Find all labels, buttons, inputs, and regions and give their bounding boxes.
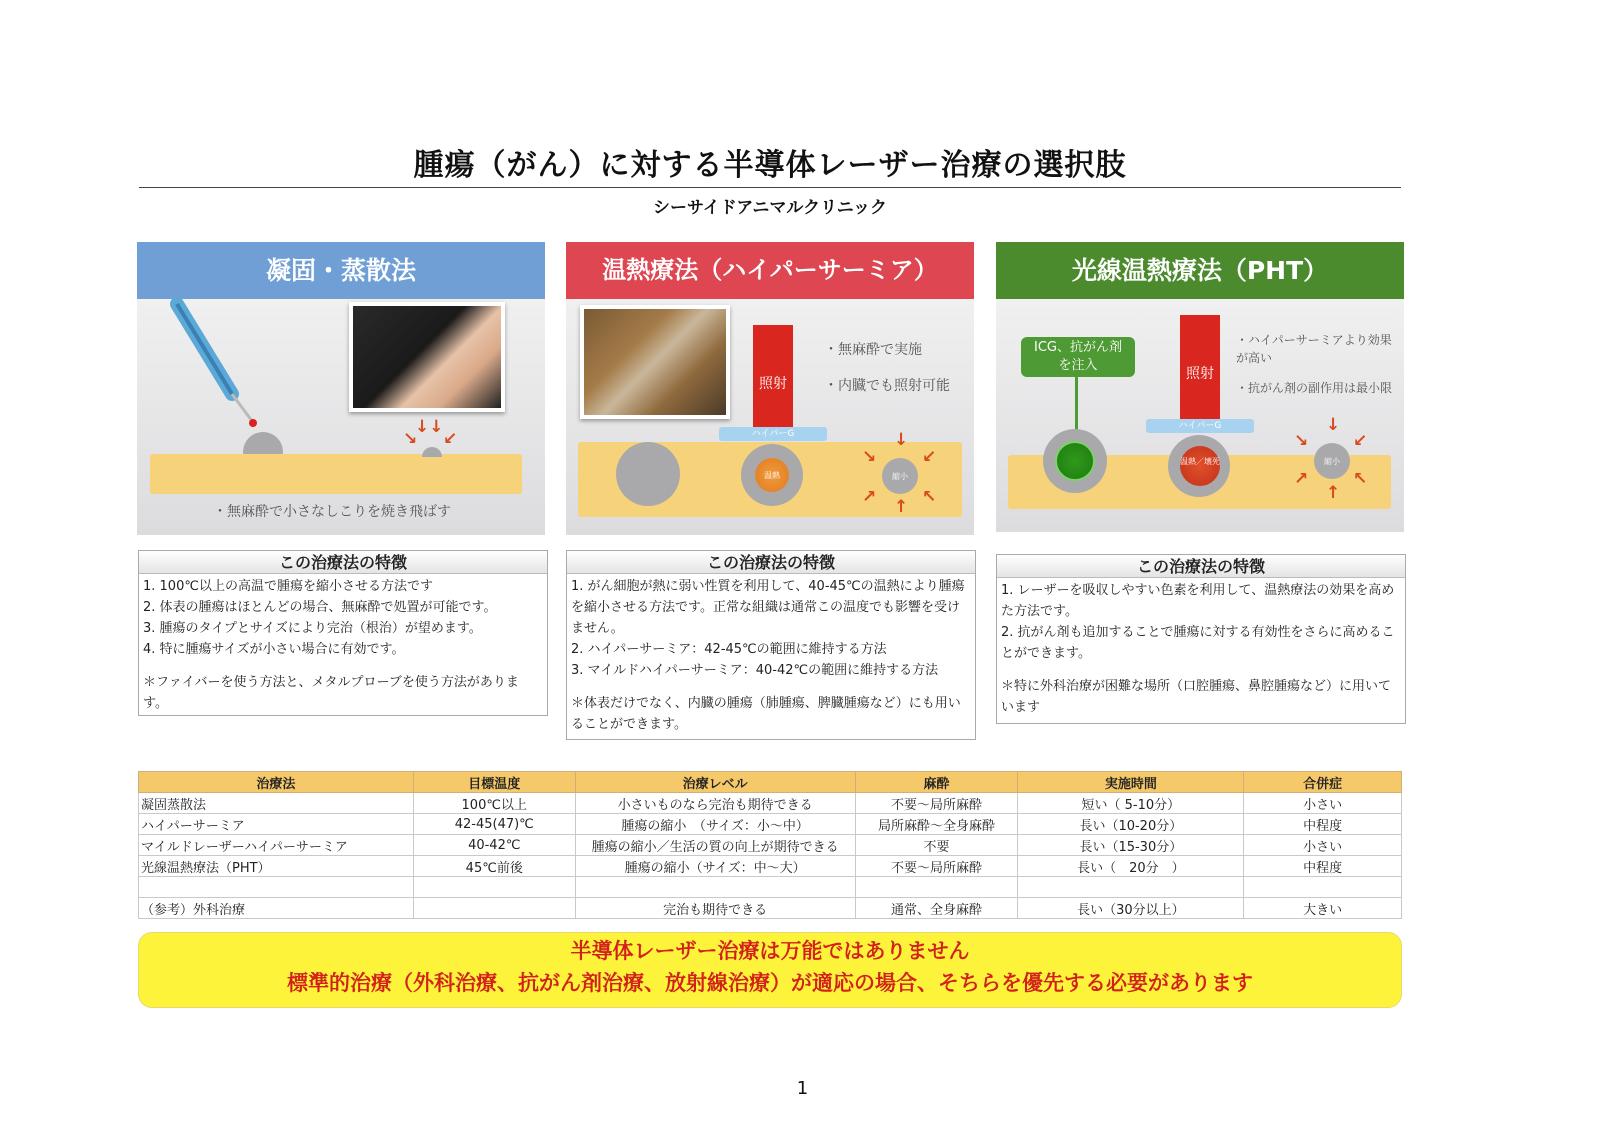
illustration-hyperthermia	[566, 299, 974, 535]
feature-item: 2. 抗がん剤も追加することで腫瘍に対する有効性をさらに高めることができます。	[1001, 625, 1395, 661]
laser-beam	[753, 325, 793, 429]
table-cell: 長い（30分以上）	[1018, 898, 1244, 919]
table-cell: 45℃前後	[413, 856, 575, 877]
column-header: 治療レベル	[575, 772, 855, 793]
table-row	[139, 898, 1402, 919]
icg-tumor-core-icon	[1055, 441, 1095, 481]
table-cell: 小さい	[1244, 793, 1402, 814]
table-cell: 短い（ 5-10分）	[1018, 793, 1244, 814]
beam-label: 照射	[759, 375, 787, 392]
arrow-inward-lower-right-icon: ↖	[922, 487, 937, 507]
table-cell	[413, 898, 575, 919]
table-cell: 光線温熱療法（PHT）	[139, 856, 414, 877]
arrow-inward-right-icon: ↙	[443, 429, 458, 449]
method-heading: 凝固・蒸散法	[137, 242, 545, 299]
method-card-coagulation	[137, 242, 545, 535]
arrow-inward-lower-right-icon: ↖	[1353, 469, 1368, 489]
table-cell: 腫瘍の縮小 （サイズ：小〜中）	[575, 814, 855, 835]
arrow-inward-right-icon: ↙	[1353, 431, 1368, 451]
gel-pad: ハイパーG	[719, 427, 827, 441]
table-cell: 大きい	[1244, 898, 1402, 919]
clinic-name: シーサイドアニマルクリニック	[652, 198, 888, 218]
laser-probe-icon	[167, 299, 267, 429]
comparison-table	[138, 771, 1402, 919]
arrow-inward-lower-left-icon: ↗	[1294, 469, 1309, 489]
icg-pointer	[1075, 377, 1078, 435]
features-title: この治療法の特徴	[997, 555, 1405, 578]
arrow-inward-right-icon: ↙	[922, 447, 937, 467]
table-cell: 腫瘍の縮小（サイズ：中〜大）	[575, 856, 855, 877]
column-header: 合併症	[1244, 772, 1402, 793]
column-header: 実施時間	[1018, 772, 1244, 793]
table-row	[139, 835, 1402, 856]
icg-callout	[1021, 337, 1135, 377]
table-cell	[575, 877, 855, 898]
tumor-icon	[616, 442, 680, 506]
page-number: 1	[796, 1078, 809, 1099]
arrow-down-icon: ↓	[894, 430, 909, 450]
table-cell	[139, 877, 414, 898]
warning-line-2: 標準的治療（外科治療、抗がん剤治療、放射線治療）が適応の場合、そちらを優先する必要があります	[287, 971, 1253, 995]
method-note: ・無麻酔で実施	[824, 342, 922, 358]
column-header: 目標温度	[413, 772, 575, 793]
tissue-band	[150, 454, 522, 494]
feature-item: 2. 体表の腫瘍はほとんどの場合、無麻酔で処置が可能です。	[143, 600, 497, 615]
table-row	[139, 856, 1402, 877]
table-cell: 小さいものなら完治も期待できる	[575, 793, 855, 814]
table-header-row	[139, 772, 1402, 793]
table-cell: 40-42℃	[413, 835, 575, 856]
table-cell: 小さい	[1244, 835, 1402, 856]
table-cell: 腫瘍の縮小／生活の質の向上が期待できる	[575, 835, 855, 856]
arrow-down-icon: ↓↓	[415, 417, 444, 437]
title-divider	[139, 187, 1401, 188]
treatment-photo	[349, 302, 505, 412]
table-cell	[413, 877, 575, 898]
features-box-pht	[996, 554, 1406, 724]
feature-item: 1. レーザーを吸収しやすい色素を利用して、温熱療法の効果を高めた方法です。	[1001, 583, 1395, 619]
table-cell: 凝固蒸散法	[139, 793, 414, 814]
tumor-shrunk-icon	[422, 447, 442, 457]
table-cell: 100℃以上	[413, 793, 575, 814]
method-note: ・内臓でも照射可能	[824, 378, 950, 394]
arrow-inward-left-icon: ↘	[1294, 431, 1309, 451]
table-row	[139, 814, 1402, 835]
arrow-inward-lower-left-icon: ↗	[862, 487, 877, 507]
table-cell: 局所麻酔〜全身麻酔	[855, 814, 1018, 835]
treatment-photo	[580, 305, 730, 419]
arrow-up-icon: ↑	[894, 497, 909, 517]
table-cell: 42-45(47)℃	[413, 814, 575, 835]
table-cell: （参考）外科治療	[139, 898, 414, 919]
table-cell: ハイパーサーミア	[139, 814, 414, 835]
features-box-coagulation	[138, 550, 548, 716]
column-header: 麻酔	[855, 772, 1018, 793]
method-note: ・無麻酔で小さなしこりを焼き飛ばす	[213, 504, 451, 520]
shrink-label: 縮小	[1324, 457, 1340, 466]
page-title: 腫瘍（がん）に対する半導体レーザー治療の選択肢	[413, 148, 1127, 183]
laser-beam	[1180, 315, 1220, 419]
arrow-inward-left-icon: ↘	[862, 447, 877, 467]
table-row	[139, 793, 1402, 814]
gel-pad: ハイパーG	[1146, 419, 1254, 433]
method-card-pht	[996, 242, 1404, 532]
shrink-label: 縮小	[892, 472, 908, 481]
icg-label: ICG、抗がん剤を注入	[1034, 340, 1122, 373]
arrow-inward-left-icon: ↘	[403, 429, 418, 449]
table-cell: マイルドレーザーハイパーサーミア	[139, 835, 414, 856]
features-box-hyperthermia	[566, 550, 976, 740]
table-row-empty	[139, 877, 1402, 898]
arrow-up-icon: ↑	[1326, 483, 1341, 503]
illustration-pht	[996, 299, 1404, 532]
method-note: ・抗がん剤の副作用は最小限	[1236, 381, 1393, 395]
table-cell: 不要〜局所麻酔	[855, 793, 1018, 814]
column-header: 治療法	[139, 772, 414, 793]
warning-line-1: 半導体レーザー治療は万能ではありません	[570, 939, 970, 963]
method-card-hyperthermia	[566, 242, 974, 535]
method-heading: 光線温熱療法（PHT）	[996, 242, 1404, 299]
features-title: この治療法の特徴	[567, 551, 975, 574]
table-cell	[1244, 877, 1402, 898]
feature-item: 4. 特に腫瘍サイズが小さい場合に有効です。	[143, 642, 405, 657]
feature-item: 1. がん細胞が熱に弱い性質を利用して、40-45℃の温熱により腫瘍を縮小させる方法です。正常な組織は通常この温度でも影響を受けません。	[571, 579, 965, 636]
feature-item: 1. 100℃以上の高温で腫瘍を縮小させる方法です	[143, 579, 433, 594]
feature-note: ＊ファイバーを使う方法と、メタルプローブを使う方法があります。	[143, 675, 519, 711]
table-cell: 長い（10-20分）	[1018, 814, 1244, 835]
beam-label: 照射	[1186, 365, 1214, 382]
table-cell: 通常、全身麻酔	[855, 898, 1018, 919]
table-cell: 不要〜局所麻酔	[855, 856, 1018, 877]
arrow-down-icon: ↓	[1326, 415, 1341, 435]
features-title: この治療法の特徴	[139, 551, 547, 574]
heat-label: 温熱	[764, 471, 780, 480]
table-cell: 長い（ 20分 ）	[1018, 856, 1244, 877]
method-note: ・ハイパーサーミアより効果が高い	[1236, 333, 1392, 365]
table-cell: 完治も期待できる	[575, 898, 855, 919]
table-cell	[1018, 877, 1244, 898]
illustration-coagulation	[137, 299, 545, 535]
feature-note: ＊特に外科治療が困難な場所（口腔腫瘍、鼻腔腫瘍など）に用いています	[1001, 679, 1392, 715]
method-heading: 温熱療法（ハイパーサーミア）	[566, 242, 974, 299]
feature-item: 2. ハイパーサーミア：42-45℃の範囲に維持する方法	[571, 642, 887, 657]
table-cell: 不要	[855, 835, 1018, 856]
heat-label: 温熱／壊死	[1180, 457, 1220, 466]
table-cell: 中程度	[1244, 814, 1402, 835]
table-cell: 中程度	[1244, 856, 1402, 877]
warning-banner	[138, 932, 1402, 1008]
feature-note: ＊体表だけでなく、内臓の腫瘍（肺腫瘍、脾臓腫瘍など）にも用いることができます。	[571, 696, 961, 732]
table-cell	[855, 877, 1018, 898]
feature-item: 3. マイルドハイパーサーミア：40-42℃の範囲に維持する方法	[571, 663, 939, 678]
feature-item: 3. 腫瘍のタイプとサイズにより完治（根治）が望めます。	[143, 621, 482, 636]
table-cell: 長い（15-30分）	[1018, 835, 1244, 856]
